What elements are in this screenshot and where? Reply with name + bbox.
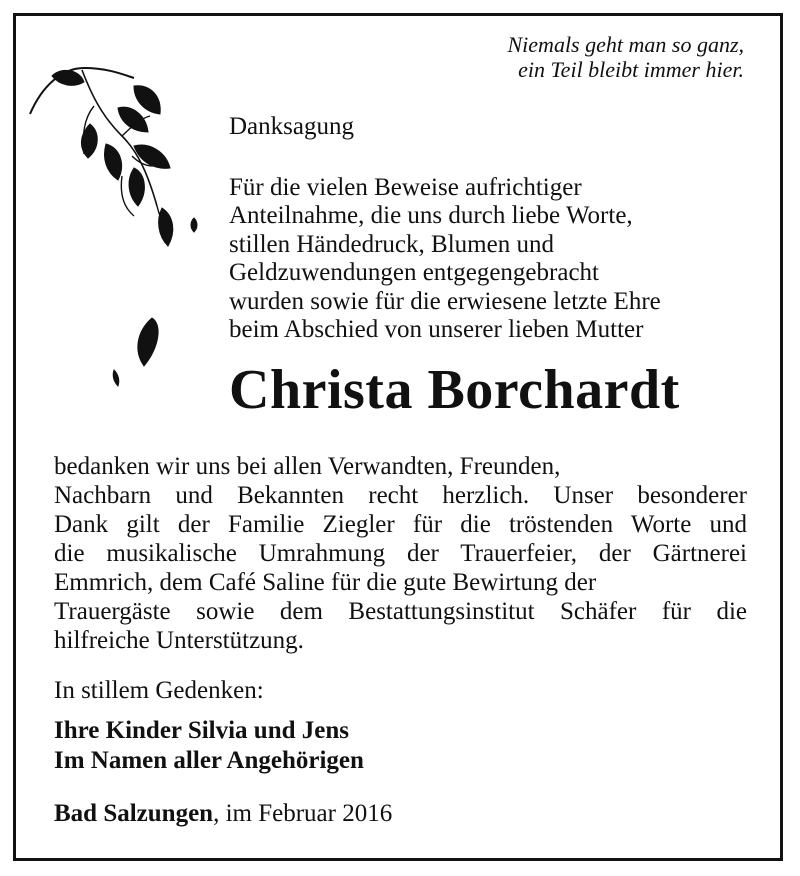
birch-twig-icon <box>22 56 212 396</box>
motto-line-1: Niemals geht man so ganz, <box>507 32 744 57</box>
body-line: Trauergäste sowie dem Bestattungsinstitut Schäfer für die <box>54 598 747 625</box>
date: , im Februar 2016 <box>213 800 393 827</box>
deceased-name: Christa Borchardt <box>229 359 680 421</box>
intro-line: Geldzuwendungen entgegengebracht <box>229 259 599 287</box>
body-line: Dank gilt der Familie Ziegler für die tröstenden Worte und <box>54 511 747 538</box>
place-date <box>54 800 392 828</box>
intro-line: Für die vielen Beweise aufrichtiger <box>229 174 582 201</box>
intro-line: wurden sowie für die erwiesene letzte Ehre <box>229 287 661 315</box>
heading: Danksagung <box>229 113 354 140</box>
intro-line: Anteilnahme, die uns durch liebe Worte, <box>229 202 633 230</box>
signer-line: Ihre Kinder Silvia und Jens <box>54 717 349 744</box>
place: Bad Salzungen <box>54 800 214 827</box>
signer-line: Im Namen aller Angehörigen <box>54 747 364 774</box>
body-line: bedanken wir uns bei allen Verwandten, Freunden, <box>54 453 561 480</box>
intro-paragraph <box>229 174 661 344</box>
motto <box>508 32 745 82</box>
body-line: hilfreiche Unterstützung. <box>54 627 304 654</box>
signers <box>54 716 364 776</box>
body-line: die musikalische Umrahmung der Trauerfeier, der Gärtnerei <box>54 540 747 567</box>
body-line: Nachbarn und Bekannten recht herzlich. Unser besonderer <box>54 482 747 509</box>
closing-phrase: In stillem Gedenken: <box>54 677 264 704</box>
motto-line-2: ein Teil bleibt immer hier. <box>518 57 744 82</box>
intro-line: stillen Händedruck, Blumen und <box>229 230 554 258</box>
body-paragraph <box>54 452 747 655</box>
intro-line: beim Abschied von unserer lieben Mutter <box>229 316 644 344</box>
body-line: Emmrich, dem Café Saline für die gute Bewirtung der <box>54 569 597 596</box>
